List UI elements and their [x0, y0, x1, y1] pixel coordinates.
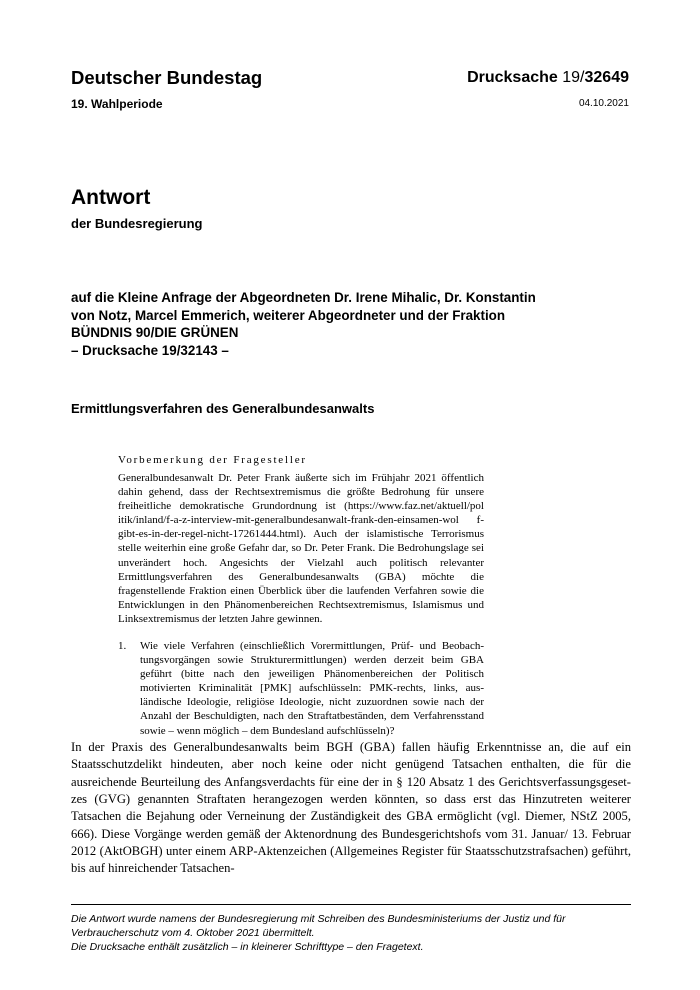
answer-title: Antwort: [71, 186, 151, 209]
drucksache-number: 32649: [584, 69, 629, 86]
footnote-transmission: Die Antwort wurde namens der Bundesregierung mit Schreiben des Bundesministeriums der Justiz und für Verbraucherschutz vom 4. Oktober 2021 übermittelt.: [71, 913, 566, 939]
drucksache-reference: [467, 66, 629, 90]
question-block: [118, 639, 484, 738]
inquiry-reference: [71, 289, 631, 359]
document-reference: [467, 66, 629, 109]
preliminary-text: Generalbundesanwalt Dr. Peter Frank äußerte sich im Frühjahr 2021 öffentlich dahin gehend, dass der Rechtsextremismus die größte Bedrohung für unsere freiheitliche demokratische Grundordnung ist (https://www.faz.net/aktuell/pol itik/inland/f-a-z-interview-mit-generalbundesanwalt-frank-den-einsamen-wol f-gibt-es-in-der-regel-nicht-17261444.html). Auch der islamistische Terrorismus stelle weiterhin eine große Gefahr dar, so Dr. Peter Frank. Die Bedrohungslage sei unverändert hoch. Angesichts der Vielzahl auch politisch relevanter Ermittlungsverfahren des Generalbundesanwalts (GBA) möchte die fragenstellende Fraktion einen Überblick über die laufenden Verfahren sowie die Entwicklungen in den Phänomenbereichen Rechtsextremismus, Islamismus und Linksextremismus der letzten Jahre gewinnen.: [118, 472, 484, 625]
legislative-period: 19. Wahlperiode: [71, 97, 163, 111]
inquiry-line: BÜNDNIS 90/DIE GRÜNEN: [71, 325, 239, 340]
question-text: Wie viele Verfahren (einschließlich Vorermittlungen, Prüf- und Beobachtungsvorgängen sowie Strukturermittlungen) werden derzeit beim GBA geführt (bitte nach den jeweiligen Phänomenbereichen der Politisch motivierten Kriminalität [PMK] aufschlüsseln: PMK-rechts, links, ausländische Ideologie, religiöse Ideologie, nicht zuzuordnen sowie nach der Anzahl der Beschuldigten, nach den Straftatbeständen, dem Verfahrensstand sowie – wenn möglich – dem Bundesland aufschlüsseln)?: [140, 640, 484, 737]
footnote-divider: [71, 904, 631, 905]
topic-heading: Ermittlungsverfahren des Generalbundesanwalts: [71, 401, 375, 416]
inquiry-line: von Notz, Marcel Emmerich, weiterer Abgeordneter und der Fraktion: [71, 307, 506, 323]
drucksache-prefix: 19/: [562, 69, 585, 86]
parliament-title: Deutscher Bundestag: [71, 67, 263, 88]
footnote: [71, 913, 631, 954]
question-number: 1.: [118, 640, 127, 652]
preliminary-heading: Vorbemerkung der Fragesteller: [118, 454, 307, 466]
answer-subtitle: der Bundesregierung: [71, 216, 203, 231]
inquiry-line: – Drucksache 19/32143 –: [71, 342, 229, 358]
document-header: [71, 66, 262, 111]
inquiry-line: auf die Kleine Anfrage der Abgeordneten Dr. Irene Mihalic, Dr. Konstantin: [71, 290, 536, 305]
drucksache-label: Drucksache: [467, 69, 558, 86]
footnote-typeface-note: Die Drucksache enthält zusätzlich – in kleinerer Schrifttype – den Fragetext.: [71, 940, 424, 953]
answer-body: In der Praxis des Generalbundesanwalts beim BGH (GBA) fallen häufig Erkenntnisse an, die auf ein Staatsschutzdelikt hindeuten, aber noch keine oder nicht genügend Tatsachen enthalten, die für die ausreichende Beurteilung des Anfangsverdachts für eine der in § 120 Absatz 1 des Gerichtsverfassungsgesetzes (GVG) genannten Straftaten herangezogen werden könnten, so dass erst das Hinzutreten weiterer Tatsachen die Bejahung oder Verneinung der Zuständigkeit des GBA ermöglicht (vgl. Diemer, NStZ 2005, 666). Diese Vorgänge werden gemäß der Aktenordnung des Bundesgerichtshofs vom 31. Januar/ 13. Februar 2012 (AktOBGH) unter einem ARP-Aktenzeichen (Allgemeines Register für Staatsschutzstrafsachen) geführt, bis auf hinreichender Tatsachen-: [71, 740, 631, 876]
document-date: 04.10.2021: [578, 98, 629, 109]
